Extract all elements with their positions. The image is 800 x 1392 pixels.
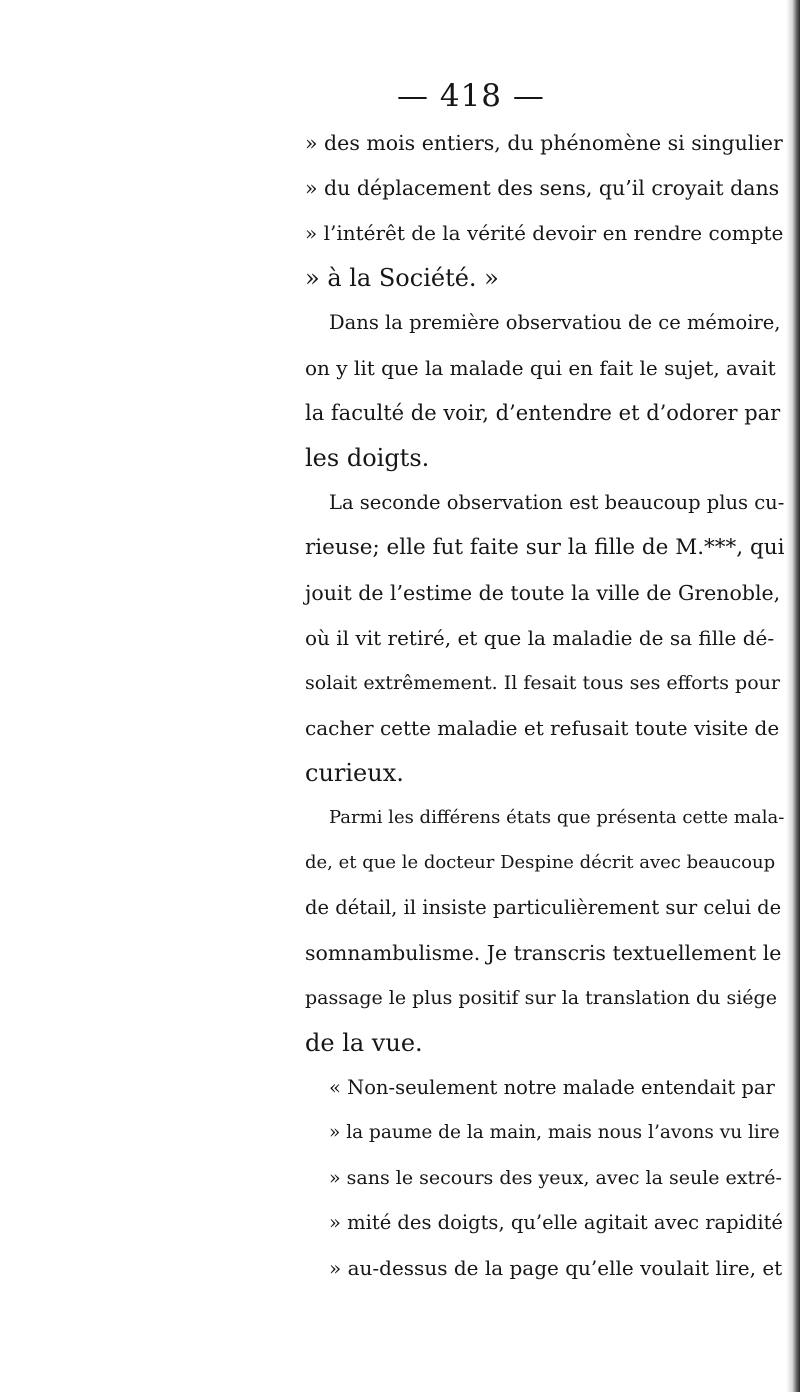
text-line: » des mois entiers, du phénomène si singulier bbox=[305, 131, 783, 155]
text-line: la faculté de voir, d’entendre et d’odorer par bbox=[305, 401, 781, 425]
text-line: où il vit retiré, et que la maladie de sa fille dé- bbox=[305, 626, 775, 650]
text-line: » à la Société. » bbox=[305, 264, 499, 292]
text-line: de la vue. bbox=[305, 1029, 423, 1057]
text-line: jouit de l’estime de toute la ville de Grenoble, bbox=[305, 581, 781, 605]
text-line: » mité des doigts, qu’elle agitait avec rapidité bbox=[329, 1211, 783, 1234]
text-line: curieux. bbox=[305, 759, 404, 787]
text-line: de détail, il insiste particulièrement sur celui de bbox=[305, 896, 782, 919]
text-line: on y lit que la malade qui en fait le sujet, avait bbox=[305, 356, 776, 380]
text-line: solait extrêmement. Il fesait tous ses efforts pour bbox=[305, 672, 780, 694]
text-line: cacher cette maladie et refusait toute visite de bbox=[305, 716, 780, 740]
text-line: » au-dessus de la page qu’elle voulait lire, et bbox=[329, 1256, 783, 1280]
text-line: « Non-seulement notre malade entendait par bbox=[329, 1076, 775, 1099]
text-line: Parmi les différens états que présenta cette mala- bbox=[329, 807, 785, 828]
text-line: Dans la première observatiou de ce mémoire, bbox=[329, 311, 781, 334]
text-line: rieuse; elle fut faite sur la fille de M.***, qui bbox=[305, 535, 785, 560]
page-number: — 418 — bbox=[397, 78, 545, 114]
text-line: de, et que le docteur Despine décrit avec beaucoup bbox=[305, 852, 776, 873]
text-line: » la paume de la main, mais nous l’avons vu lire bbox=[329, 1122, 780, 1143]
text-line: passage le plus positif sur la translation du siége bbox=[305, 987, 777, 1009]
page-edge-shadow bbox=[786, 0, 800, 1392]
text-line: les doigts. bbox=[305, 444, 430, 472]
text-line: » du déplacement des sens, qu’il croyait dans bbox=[305, 176, 780, 200]
text-line: » sans le secours des yeux, avec la seule extré- bbox=[329, 1167, 782, 1189]
text-line: somnambulisme. Je transcris textuellement le bbox=[305, 941, 782, 965]
text-line: La seconde observation est beaucoup plus cu- bbox=[329, 491, 785, 514]
text-line: » l’intérêt de la vérité devoir en rendre compte bbox=[305, 221, 784, 245]
